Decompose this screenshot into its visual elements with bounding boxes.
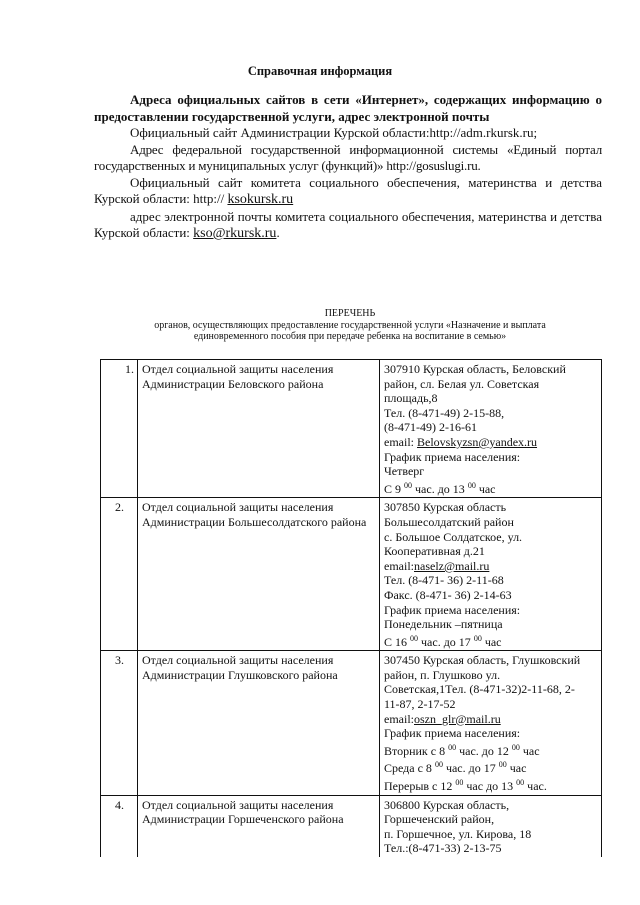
address-text: (8-471-49) 2-16-61 [384, 420, 477, 435]
address-line [384, 588, 598, 603]
address-line [384, 515, 598, 530]
address-line [384, 712, 598, 727]
address-text: час [519, 743, 540, 758]
address-text: 11-87, 2-17-52 [384, 697, 456, 712]
address-line [384, 617, 598, 632]
address-text: Кооперативная д.21 [384, 544, 485, 559]
address-text: Понедельник –пятница [384, 617, 503, 632]
address-line [384, 726, 598, 741]
time-superscript: 00 [410, 633, 419, 643]
list-title-block [100, 308, 600, 343]
address-line [384, 697, 598, 712]
list-subtitle-2: единовременного пособия при передаче ребенка на воспитание в семью» [193, 331, 507, 342]
address-text: район, п. Глушково ул. [384, 667, 501, 682]
committee-email-text: адрес электронной почты комитета социального обеспечения, материнства и детства Курской области: [94, 208, 602, 240]
address-line [384, 827, 598, 842]
address-line [384, 682, 598, 697]
page-title: Справочная информация [247, 64, 393, 78]
address-text: Тел. (8-471- 36) 2-11-68 [384, 573, 504, 588]
address-line [384, 632, 598, 650]
address-line [384, 653, 598, 668]
time-superscript: 00 [434, 760, 443, 770]
address-text: п. Горшечное, ул. Кирова, 18 [384, 826, 532, 841]
address-line [384, 741, 598, 759]
address-line [384, 479, 598, 497]
office-address [380, 795, 602, 857]
address-line [384, 391, 598, 406]
address-text: 307910 Курская область, Беловский [384, 362, 566, 376]
time-superscript: 00 [473, 633, 482, 643]
office-name: Отдел социальной защиты населения Администрации Горшеченского района [138, 795, 380, 857]
email-link[interactable]: oszn_glr@mail.ru [414, 711, 501, 726]
offices-table [100, 359, 602, 857]
address-text: email: [384, 711, 414, 726]
address-text: 307850 Курская область [384, 500, 507, 515]
address-text: час. до 12 [456, 743, 512, 758]
address-text: 307450 Курская область, Глушковский [384, 653, 581, 668]
address-text: 306800 Курская область, [384, 797, 510, 812]
portal-site-line: Адрес федеральной государственной информационной системы «Единый портал государственных и муниципальных услуг (функций)» http://gosuslugi.ru. [94, 141, 602, 173]
address-text: с. Большое Солдатское, ул. [384, 529, 523, 544]
address-line [384, 758, 598, 776]
address-line [384, 798, 598, 813]
address-text: Тел. (8-471-49) 2-15-88, [384, 405, 505, 420]
address-text: График приема населения: [384, 726, 521, 741]
address-text: час. [524, 779, 547, 794]
table-row [101, 360, 602, 498]
row-number: 1. [101, 360, 138, 498]
address-text: Тел.:(8-471-33) 2-13-75 [384, 841, 502, 856]
committee-email-line [94, 209, 602, 243]
committee-site-line [94, 175, 602, 209]
address-text: Советская,1Тел. (8-471-32)2-11-68, 2- [384, 682, 575, 697]
office-name: Отдел социальной защиты населения Администрации Беловского района [138, 360, 380, 498]
address-text: email: [384, 434, 417, 449]
list-subtitle-1: органов, осуществляющих предоставление государственной услуги «Назначение и выплата [154, 319, 546, 331]
address-line [384, 544, 598, 559]
time-superscript: 00 [404, 480, 413, 490]
address-text: район, сл. Белая ул. Советская [384, 376, 540, 391]
time-superscript: 00 [467, 480, 476, 490]
table-row [101, 795, 602, 857]
time-superscript: 00 [448, 742, 457, 752]
address-text: час. до 13 [412, 481, 468, 496]
address-text: Перерыв с 12 [384, 779, 456, 794]
address-line [384, 406, 598, 421]
email-link[interactable]: naselz@mail.ru [414, 558, 490, 573]
address-line [384, 668, 598, 683]
offices-table-body [101, 360, 602, 858]
address-text: Среда с 8 [384, 761, 435, 776]
office-address [380, 360, 602, 498]
address-line [384, 812, 598, 827]
list-title: ПЕРЕЧЕНЬ [324, 308, 376, 319]
address-text: С 16 [384, 634, 411, 649]
address-text: Большесолдатский район [384, 514, 514, 529]
address-text: час [475, 481, 496, 496]
address-line [384, 603, 598, 618]
committee-email-end: . [276, 225, 280, 240]
address-line [384, 450, 598, 465]
time-superscript: 00 [455, 778, 464, 788]
address-text: час [481, 634, 502, 649]
committee-site-text: Официальный сайт комитета социального обеспечения, материнства и детства Курской области: http:// [94, 174, 602, 206]
address-line [384, 530, 598, 545]
address-line [384, 362, 598, 377]
row-number: 3. [101, 651, 138, 795]
row-number: 4. [101, 795, 138, 857]
address-text: час. до 17 [442, 761, 499, 776]
time-superscript: 00 [498, 760, 507, 770]
address-line [384, 573, 598, 588]
websites-heading: Адреса официальных сайтов в сети «Интернет», содержащих информацию о предоставлении государственной услуги, адрес электронной почты [94, 92, 602, 124]
time-superscript: 00 [516, 778, 525, 788]
address-line [384, 841, 598, 856]
address-text: час. до 17 [418, 634, 474, 649]
address-text: График приема населения: [384, 602, 521, 617]
address-text: Горшеченский район, [384, 812, 495, 827]
table-row [101, 651, 602, 795]
address-line [384, 464, 598, 479]
table-row [101, 498, 602, 651]
address-line [384, 500, 598, 515]
row-number: 2. [101, 498, 138, 651]
address-text: час до 13 [463, 779, 517, 794]
address-text: Вторник с 8 [384, 743, 449, 758]
address-text: С 9 [384, 481, 405, 496]
address-text: час [506, 761, 527, 776]
address-text: Четверг [384, 464, 425, 479]
intro-section [94, 92, 602, 243]
time-superscript: 00 [511, 742, 520, 752]
address-line [384, 377, 598, 392]
office-name: Отдел социальной защиты населения Администрации Глушковского района [138, 651, 380, 795]
committee-site-link[interactable]: ksokursk.ru [227, 192, 294, 207]
address-text: График приема населения: [384, 449, 521, 464]
address-line [384, 776, 598, 794]
committee-email-link[interactable]: kso@rkursk.ru [193, 226, 277, 241]
address-text: email: [384, 558, 414, 573]
office-address [380, 651, 602, 795]
address-line [384, 435, 598, 450]
office-address [380, 498, 602, 651]
address-text: Факс. (8-471- 36) 2-14-63 [384, 587, 512, 602]
admin-site-line: Официальный сайт Администрации Курской области:http://adm.rkursk.ru; [130, 125, 538, 140]
office-name: Отдел социальной защиты населения Администрации Большесолдатского района [138, 498, 380, 651]
email-link[interactable]: Belovskyzsn@yandex.ru [417, 434, 538, 449]
address-line [384, 559, 598, 574]
address-line [384, 420, 598, 435]
address-text: площадь,8 [384, 391, 438, 406]
